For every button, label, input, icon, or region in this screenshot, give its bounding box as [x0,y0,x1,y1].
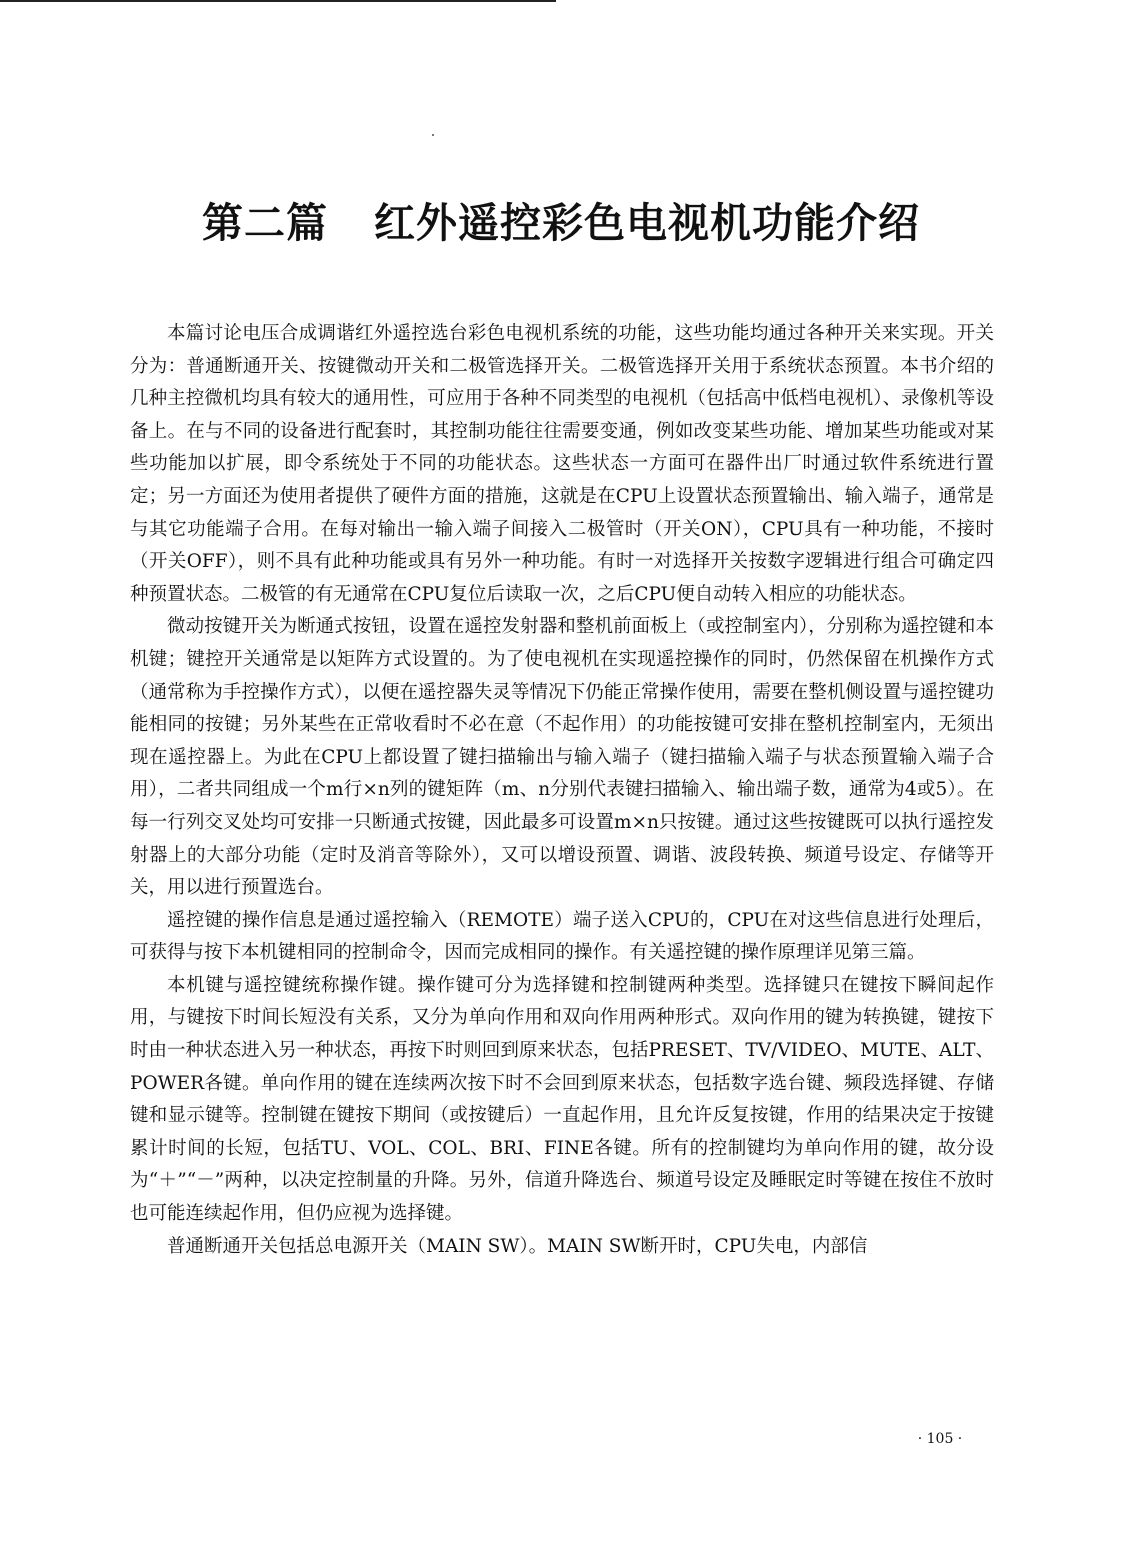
chapter-heading [0,196,1122,250]
scan-speck [432,134,434,136]
part-title: 红外遥控彩色电视机功能介绍 [374,199,920,247]
paragraph: 本机键与遥控键统称操作键。操作键可分为选择键和控制键两种类型。选择键只在键按下瞬间起作用，与键按下时间长短没有关系，又分为单向作用和双向作用两种形式。双向作用的键为转换键，键按下时由一种状态进入另一种状态，再按下时则回到原来状态，包括PRESET、TV/VIDEO、MUTE、ALT、POWER各键。单向作用的键在连续两次按下时不会回到原来状态，包括数字选台键、频段选择键、存储键和显示键等。控制键在键按下期间（或按键后）一直起作用，且允许反复按键，作用的结果决定于按键累计时间的长短，包括TU、VOL、COL、BRI、FINE各键。所有的控制键均为单向作用的键，故分设为“＋”“－”两种，以决定控制量的升降。另外，信道升降选台、频道号设定及睡眠定时等键在按住不放时也可能连续起作用，但仍应视为选择键。 [130,974,994,1225]
page-number: · 105 · [917,1431,963,1447]
top-edge-rule [0,0,556,2]
part-number: 第二篇 [202,199,328,247]
paragraph: 微动按键开关为断通式按钮，设置在遥控发射器和整机前面板上（或控制室内），分别称为遥控键和本机键；键控开关通常是以矩阵方式设置的。为了使电视机在实现遥控操作的同时，仍然保留在机操作方式（通常称为手控操作方式），以便在遥控器失灵等情况下仍能正常操作使用，需要在整机侧设置与遥控键功能相同的按键；另外某些在正常收看时不必在意（不起作用）的功能按键可安排在整机控制室内，无须出现在遥控器上。为此在CPU上都设置了键扫描输出与输入端子（键扫描输入端子与状态预置输入端子合用），二者共同组成一个m行×n列的键矩阵（m、n分别代表键扫描输入、输出端子数，通常为4或5）。在每一行列交叉处均可安排一只断通式按键，因此最多可设置m×n只按键。通过这些按键既可以执行遥控发射器上的大部分功能（定时及消音等除外），又可以增设预置、调谐、波段转换、频道号设定、存储等开关，用以进行预置选台。 [130,616,994,899]
body-text [130,318,994,1263]
paragraph: 普通断通开关包括总电源开关（MAIN SW）。MAIN SW断开时，CPU失电，内部信 [167,1235,868,1257]
paragraph: 本篇讨论电压合成调谐红外遥控选台彩色电视机系统的功能，这些功能均通过各种开关来实现。开关分为：普通断通开关、按键微动开关和二极管选择开关。二极管选择开关用于系统状态预置。本书介绍的几种主控微机均具有较大的通用性，可应用于各种不同类型的电视机（包括高中低档电视机）、录像机等设备上。在与不同的设备进行配套时，其控制功能往往需要变通，例如改变某些功能、增加某些功能或对某些功能加以扩展，即令系统处于不同的功能状态。这些状态一方面可在器件出厂时通过软件系统进行置定；另一方面还为使用者提供了硬件方面的措施，这就是在CPU上设置状态预置输出、输入端子，通常是与其它功能端子合用。在每对输出一输入端子间接入二极管时（开关ON），CPU具有一种功能，不接时（开关OFF），则不具有此种功能或具有另外一种功能。有时一对选择开关按数字逻辑进行组合可确定四种预置状态。二极管的有无通常在CPU复位后读取一次，之后CPU便自动转入相应的功能状态。 [130,323,994,605]
paragraph: 遥控键的操作信息是通过遥控输入（REMOTE）端子送入CPU的，CPU在对这些信息进行处理后，可获得与按下本机键相同的控制命令，因而完成相同的操作。有关遥控键的操作原理详见第三篇。 [130,909,994,964]
